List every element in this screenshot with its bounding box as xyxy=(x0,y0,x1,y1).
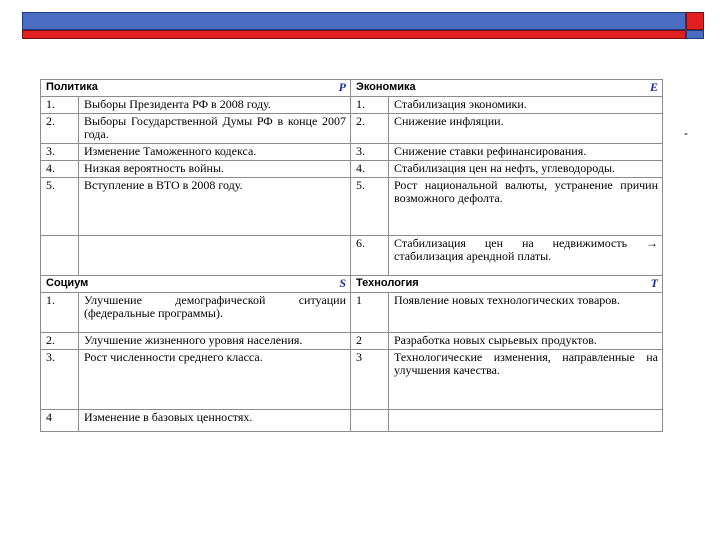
economy-header xyxy=(351,80,663,97)
table-row xyxy=(41,410,663,432)
society-item: Рост численности среднего класса. xyxy=(79,350,351,410)
economy-num: 4. xyxy=(351,161,389,178)
side-mark: - xyxy=(684,126,688,140)
society-item: Улучшение жизненного уровня населения. xyxy=(79,333,351,350)
politics-num: 3. xyxy=(41,144,79,161)
technology-num: 1 xyxy=(351,293,389,333)
technology-num: 3 xyxy=(351,350,389,410)
politics-num: 2. xyxy=(41,114,79,144)
table-row xyxy=(41,236,663,276)
economy-item: Рост национальной валюты, устранение причин возможного дефолта. xyxy=(389,178,663,236)
technology-item: Появление новых технологических товаров. xyxy=(389,293,663,333)
header-square-blue xyxy=(686,30,704,39)
society-header xyxy=(41,276,351,293)
header-bar-red xyxy=(22,30,686,39)
politics-num: 5. xyxy=(41,178,79,236)
politics-item: Изменение Таможенного кодекса. xyxy=(79,144,351,161)
society-item: Изменение в базовых ценностях. xyxy=(79,410,351,432)
table-row xyxy=(41,144,663,161)
technology-num xyxy=(351,410,389,432)
economy-item: Стабилизация экономики. xyxy=(389,97,663,114)
table-row xyxy=(41,333,663,350)
politics-item: Вступление в ВТО в 2008 году. xyxy=(79,178,351,236)
politics-item: Выборы Президента РФ в 2008 году. xyxy=(79,97,351,114)
politics-item xyxy=(79,236,351,276)
politics-header xyxy=(41,80,351,97)
society-technology-header-row xyxy=(41,276,663,293)
society-num: 3. xyxy=(41,350,79,410)
table-row xyxy=(41,178,663,236)
politics-num: 4. xyxy=(41,161,79,178)
header-square-red xyxy=(686,12,704,30)
technology-item: Разработка новых сырьевых продуктов. xyxy=(389,333,663,350)
economy-title: Экономика xyxy=(356,81,416,93)
table-row xyxy=(41,293,663,333)
economy-num: 2. xyxy=(351,114,389,144)
society-letter: S xyxy=(339,276,346,290)
technology-header xyxy=(351,276,663,293)
society-num: 1. xyxy=(41,293,79,333)
society-num: 4 xyxy=(41,410,79,432)
pest-table xyxy=(40,79,663,432)
technology-letter: T xyxy=(650,276,658,290)
economy-num: 5. xyxy=(351,178,389,236)
politics-num xyxy=(41,236,79,276)
economy-item: Снижение ставки рефинансирования. xyxy=(389,144,663,161)
technology-item: Технологические изменения, направленные на улучшения качества. xyxy=(389,350,663,410)
economy-num: 3. xyxy=(351,144,389,161)
technology-item xyxy=(389,410,663,432)
politics-letter: P xyxy=(338,80,346,94)
economy-item: Снижение инфляции. xyxy=(389,114,663,144)
politics-item: Выборы Государственной Думы РФ в конце 2007 года. xyxy=(79,114,351,144)
politics-economy-header-row xyxy=(41,80,663,97)
table-row xyxy=(41,97,663,114)
technology-num: 2 xyxy=(351,333,389,350)
economy-item: Стабилизация цен на недвижимость → стабилизация арендной платы. xyxy=(389,236,663,276)
society-num: 2. xyxy=(41,333,79,350)
table-row xyxy=(41,161,663,178)
economy-letter: E xyxy=(649,80,658,94)
economy-num: 6. xyxy=(351,236,389,276)
economy-item: Стабилизация цен на нефть, углеводороды. xyxy=(389,161,663,178)
technology-title: Технология xyxy=(356,277,419,289)
society-title: Социум xyxy=(46,277,89,289)
politics-num: 1. xyxy=(41,97,79,114)
economy-num: 1. xyxy=(351,97,389,114)
table-row xyxy=(41,350,663,410)
politics-title: Политика xyxy=(46,81,98,93)
politics-item: Низкая вероятность войны. xyxy=(79,161,351,178)
table-row xyxy=(41,114,663,144)
header-bar-blue xyxy=(22,12,686,30)
society-item: Улучшение демографической ситуации (федеральные программы). xyxy=(79,293,351,333)
